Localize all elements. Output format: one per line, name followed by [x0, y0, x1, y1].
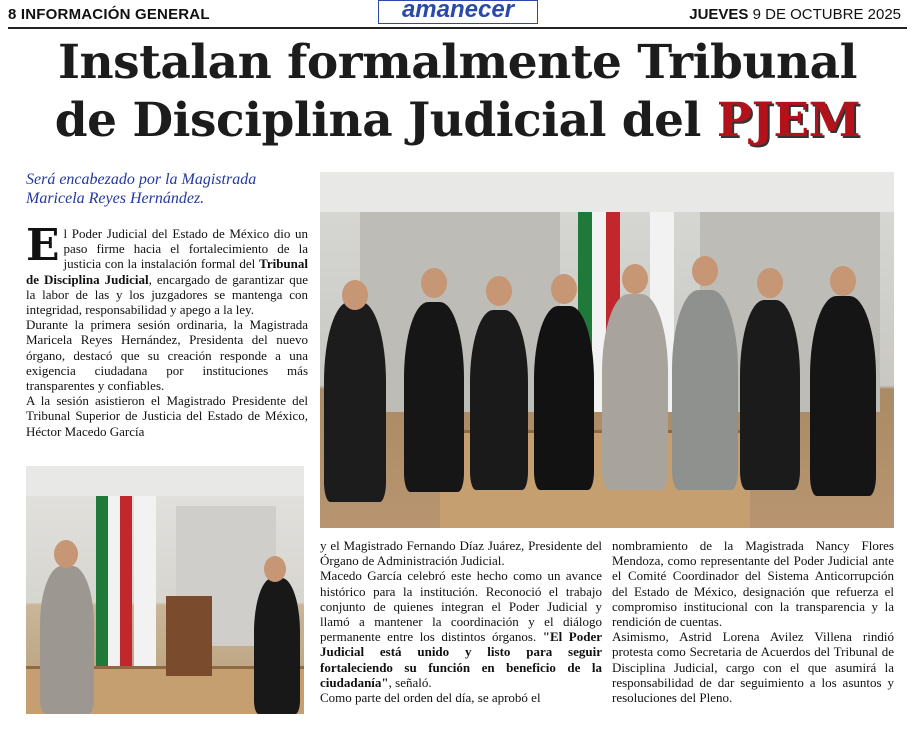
- issue-day: JUEVES: [689, 6, 749, 23]
- section-label: 8 INFORMACIÓN GENERAL: [8, 6, 210, 23]
- header-rule: [8, 27, 907, 29]
- issue-date: [689, 6, 901, 23]
- oath-photo: [26, 466, 304, 714]
- paragraph-4: y el Magistrado Fernando Díaz Juárez, Presidente del Órgano de Administración Judicial.: [320, 538, 602, 569]
- group-photo: [320, 172, 894, 528]
- subheadline: Será encabezado por la Magistrada Maricela Reyes Hernández.: [26, 171, 257, 207]
- p1-text-end: , encargado de garantizar que la labor de las y los juzgadores se mantenga con integridad, responsabilidad y apego a la ley.: [26, 271, 308, 318]
- p5-quote: "El Poder Judicial está unido y listo para seguir fortaleciendo su función en beneficio de la ciudadanía": [320, 629, 602, 690]
- p5-text: Macedo García celebró este hecho como un avance histórico para la institución. Reconoció el trabajo conjunto de quienes integran el Poder Judicial y llamó a mantener la coordinación y el diálogo permanente entre los distintos órganos.: [320, 568, 602, 645]
- p1-bold: Tribunal de Disciplina Judicial: [26, 256, 308, 287]
- paragraph-1: [26, 220, 308, 318]
- issue-date-text: 9 DE OCTUBRE 2025: [752, 6, 901, 23]
- headline-line2-text: de Disciplina Judicial del: [54, 93, 701, 148]
- headline-line1: Instalan formalmente Tribunal: [58, 35, 857, 90]
- paragraph-6: Como parte del orden del día, se aprobó el: [320, 690, 541, 706]
- article-column-1: [26, 220, 308, 439]
- paragraph-3: A la sesión asistieron el Magistrado Presidente del Tribunal Superior de Justicia del Estado de México, Héctor Macedo García: [26, 393, 308, 439]
- p1-text: l Poder Judicial del Estado de México dio un paso firme hacia el fortalecimiento de la justicia con la instalación formal del: [63, 226, 308, 272]
- paragraph-7: nombramiento de la Magistrada Nancy Flores Mendoza, como representante del Poder Judicial ante el Comité Coordinador del Sistema Anticorrupción del Estado de México, designación que refuerza el compromiso institucional con la transparencia y la rendición de cuentas.: [612, 538, 894, 630]
- paragraph-8: Asimismo, Astrid Lorena Avilez Villena rindió protesta como Secretaria de Acuerdos del Tribunal de Disciplina Judicial, cargo con el que asumirá la responsabilidad de dar seguimiento a los asuntos y resoluciones del Pleno.: [612, 629, 894, 706]
- paragraph-2: Durante la primera sesión ordinaria, la Magistrada Maricela Reyes Hernández, Presidenta del nuevo órgano, destacó que su creación responde a una exigencia ciudadana por instituciones más transparentes y confiables.: [26, 317, 308, 394]
- ceiling: [320, 172, 894, 212]
- p5-text-end: , señaló.: [388, 674, 432, 690]
- logo-text: amanecer: [401, 0, 515, 23]
- paragraph-5: [320, 568, 602, 690]
- article-column-2: [320, 538, 602, 705]
- headline-accent: PJEM: [716, 93, 861, 148]
- article-column-3: [612, 538, 894, 705]
- headline-line2: [0, 92, 915, 150]
- newspaper-logo: [378, 0, 538, 24]
- headline: [0, 34, 915, 150]
- drop-cap: E: [26, 220, 60, 271]
